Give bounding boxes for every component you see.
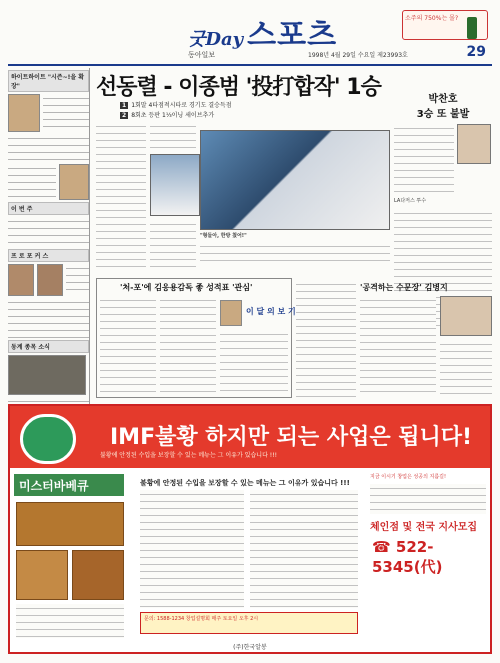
left-photo-2 bbox=[59, 164, 89, 200]
right-column-name: 박찬호 bbox=[428, 94, 458, 105]
main-photo-caption-text bbox=[200, 242, 390, 266]
subheadline-2-text: 8회초 등판 1⅓이닝 세이브추가 bbox=[131, 112, 215, 119]
ad-badge-icon bbox=[20, 414, 76, 464]
left-section-heading-3: 프 로 포 커 스 bbox=[8, 249, 89, 262]
publisher-name: 동아일보 bbox=[188, 51, 216, 59]
ad-right-text bbox=[370, 484, 486, 514]
article-body-col-1 bbox=[96, 122, 146, 272]
subheadline-1 bbox=[120, 100, 232, 109]
subheadline-2 bbox=[120, 110, 214, 119]
advertisement bbox=[8, 404, 492, 654]
article-body-col-2b bbox=[150, 220, 196, 272]
logo-small-text: 굿Day bbox=[188, 29, 244, 50]
lower-right-photo bbox=[440, 296, 492, 336]
ad-banner bbox=[10, 406, 490, 468]
ad-food-photo-3 bbox=[72, 550, 124, 600]
left-text-6 bbox=[8, 298, 89, 338]
left-text-4 bbox=[8, 217, 89, 247]
bottle-icon bbox=[467, 17, 477, 39]
ad-right-heading: 지금 이시기 창업은 성공의 지름길! bbox=[370, 474, 446, 480]
left-section-heading-1: 하이트하이트 "시즌~!을 확장" bbox=[8, 70, 89, 92]
main-headline: 선동렬 - 이종범 '投打합작' 1승 bbox=[96, 75, 381, 100]
ad-mid-text-2 bbox=[250, 490, 358, 608]
column-name: 이 달 의 보 기 bbox=[246, 307, 296, 316]
left-column bbox=[8, 68, 90, 458]
left-photo-1 bbox=[8, 94, 40, 132]
main-game-photo bbox=[200, 130, 390, 230]
ad-mid-heading: 불황에 안정된 수입을 보장할 수 있는 메뉴는 그 이유가 있습니다 !!! bbox=[140, 479, 350, 487]
right-photo bbox=[457, 124, 491, 164]
right-column-title: 3승 또 불발 bbox=[416, 109, 470, 120]
left-photo-3 bbox=[8, 264, 34, 296]
left-section-heading-2: 이 번 주 bbox=[8, 202, 89, 215]
logo-big-text: 스포츠 bbox=[247, 18, 338, 53]
newspaper-logo bbox=[188, 10, 338, 53]
right-text-1 bbox=[394, 124, 454, 194]
top-advertisement bbox=[402, 10, 488, 40]
left-photo-4 bbox=[37, 264, 63, 296]
lower-left-headline: '처-포'에 김응용감독 좋 성적표 '관심' bbox=[120, 283, 253, 292]
ad-food-photo-2 bbox=[16, 550, 68, 600]
left-text-3 bbox=[8, 164, 56, 200]
dateline: 1998년 4월 29일 수요일 제23993호 bbox=[308, 52, 408, 59]
masthead bbox=[8, 8, 492, 64]
lower-right-text bbox=[360, 296, 436, 396]
columnist-photo bbox=[220, 300, 242, 326]
ad-recruit: 체인점 및 전국 지사모집 bbox=[370, 522, 478, 533]
player-photo bbox=[150, 154, 200, 216]
lower-left-text-1 bbox=[100, 296, 156, 394]
ad-phone: ☎ 522-5345(代) bbox=[372, 538, 443, 576]
left-photo-5 bbox=[8, 355, 86, 395]
ad-subtitle: 불황에 안정된 수입을 보장할 수 있는 메뉴는 그 이유가 있습니다 !!! bbox=[100, 452, 277, 459]
ad-title: IMF불황 하지만 되는 사업은 됩니다! bbox=[110, 425, 473, 450]
ad-footer: (주)한국알봉 bbox=[233, 644, 267, 651]
top-ad-text: 소주의 750%는 몰? bbox=[405, 15, 459, 22]
ad-left-text bbox=[16, 604, 124, 638]
lower-left-text-2 bbox=[160, 296, 216, 394]
page-number: 29 bbox=[466, 44, 486, 60]
ad-mid-text-1 bbox=[140, 490, 244, 608]
right-photo-caption: LA다저스 투수 bbox=[394, 198, 427, 204]
lower-left-text-3 bbox=[220, 330, 288, 394]
article-body-col-2a bbox=[150, 122, 196, 152]
ad-brand: 미스터바베큐 bbox=[14, 474, 124, 496]
subheadline-1-tag: 1 bbox=[122, 102, 127, 109]
main-photo-caption: "형들아, 한방 쳤어!" bbox=[200, 233, 247, 239]
lower-right-headline: '공격하는 수문장' 김병지 bbox=[360, 283, 448, 292]
left-text-5 bbox=[66, 264, 89, 296]
ad-notice: 문의: 1588-1234 창업설명회 매주 토요일 오후 2시 bbox=[140, 612, 358, 634]
subheadline-2-tag: 2 bbox=[122, 112, 127, 119]
lower-mid-text bbox=[296, 280, 356, 398]
subheadline-1-text: 1회말 4타점적시타로 경기도 결승득점 bbox=[131, 102, 232, 109]
left-text-1 bbox=[43, 94, 89, 132]
ad-food-photo-1 bbox=[16, 502, 124, 546]
left-text-2 bbox=[8, 134, 89, 162]
masthead-rule bbox=[8, 64, 492, 66]
left-section-heading-4: 동계 종목 소식 bbox=[8, 340, 89, 353]
lower-right-text-2 bbox=[440, 340, 492, 396]
